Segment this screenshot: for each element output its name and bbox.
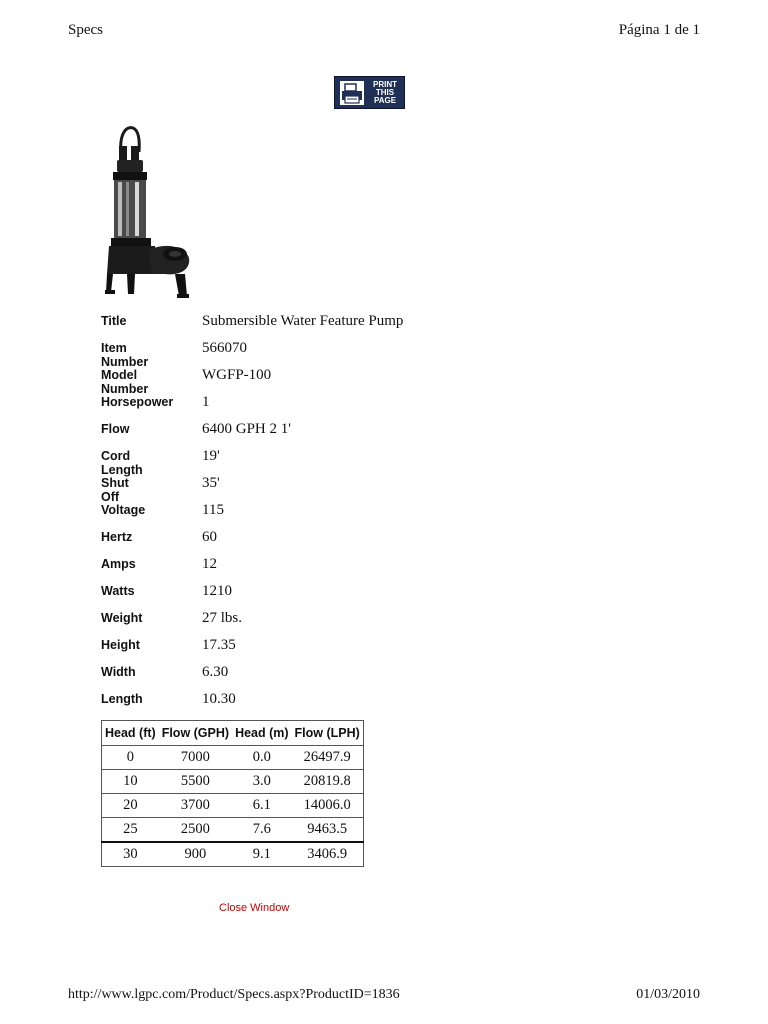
column-header: Flow (LPH): [292, 721, 364, 746]
spec-value: 1: [202, 394, 210, 410]
table-cell: 5500: [159, 770, 232, 794]
table-cell: 20: [102, 794, 159, 818]
footer-date: 01/03/2010: [636, 987, 700, 1002]
spec-value: 17.35: [202, 637, 236, 653]
spec-label: Length: [101, 692, 143, 706]
table-cell: 6.1: [232, 794, 291, 818]
spec-label: Weight: [101, 611, 143, 625]
table-cell: 9.1: [232, 842, 291, 867]
flow-table: [101, 720, 364, 867]
table-cell: 3406.9: [292, 842, 364, 867]
table-cell: 0: [102, 746, 159, 770]
column-header: Flow (GPH): [159, 721, 232, 746]
column-header: Head (m): [232, 721, 291, 746]
spec-label: Flow: [101, 422, 130, 436]
table-cell: 0.0: [232, 746, 291, 770]
spec-value: 115: [202, 502, 224, 518]
table-row: [102, 770, 364, 794]
table-cell: 30: [102, 842, 159, 867]
spec-value: 35': [202, 475, 220, 491]
column-header: Head (ft): [102, 721, 159, 746]
spec-value: 566070: [202, 340, 247, 356]
spec-label: Item Number: [101, 341, 149, 369]
spec-label: Watts: [101, 584, 135, 598]
table-row: [102, 818, 364, 843]
spec-value: 6400 GPH 2 1': [202, 421, 291, 437]
spec-value: 6.30: [202, 664, 229, 680]
spec-value: 19': [202, 448, 220, 464]
spec-value: Submersible Water Feature Pump: [202, 313, 404, 329]
spec-label: Hertz: [101, 530, 133, 544]
table-cell: 2500: [159, 818, 232, 843]
spec-label: Title: [101, 314, 127, 328]
spec-label: Amps: [101, 557, 136, 571]
spec-label: Voltage: [101, 503, 146, 517]
print-this-page-button[interactable]: [334, 76, 405, 109]
spec-value: WGFP-100: [202, 367, 272, 383]
table-cell: 900: [159, 842, 232, 867]
table-cell: 7.6: [232, 818, 291, 843]
spec-label: Width: [101, 665, 136, 679]
spec-value: 1210: [202, 583, 232, 599]
page-number: Página 1 de 1: [618, 22, 700, 38]
table-cell: 10: [102, 770, 159, 794]
spec-value: 27 lbs.: [202, 610, 243, 626]
pump-product-image: [105, 124, 195, 299]
flow-table-header-row: [102, 721, 364, 746]
printer-icon: [338, 79, 366, 107]
spec-value: 12: [202, 556, 217, 572]
spec-label: Horsepower: [101, 395, 174, 409]
table-cell: 26497.9: [292, 746, 364, 770]
table-cell: 3.0: [232, 770, 291, 794]
spec-value: 10.30: [202, 691, 236, 707]
table-cell: 7000: [159, 746, 232, 770]
table-cell: 3700: [159, 794, 232, 818]
close-window-link[interactable]: Close Window: [219, 902, 290, 914]
spec-label: Model Number: [101, 368, 149, 396]
footer-url: http://www.lgpc.com/Product/Specs.aspx?ProductID=1836: [68, 987, 400, 1002]
spec-value: 60: [202, 529, 217, 545]
spec-label: Cord Length: [101, 449, 143, 477]
spec-label: Height: [101, 638, 140, 652]
table-row: [102, 842, 364, 867]
table-cell: 9463.5: [292, 818, 364, 843]
spec-label: Shut Off: [101, 476, 129, 504]
table-cell: 14006.0: [292, 794, 364, 818]
print-button-label: PRINT THIS PAGE: [373, 79, 397, 105]
table-row: [102, 794, 364, 818]
table-row: [102, 746, 364, 770]
table-cell: 20819.8: [292, 770, 364, 794]
table-cell: 25: [102, 818, 159, 843]
page-header-title: Specs: [68, 22, 103, 38]
